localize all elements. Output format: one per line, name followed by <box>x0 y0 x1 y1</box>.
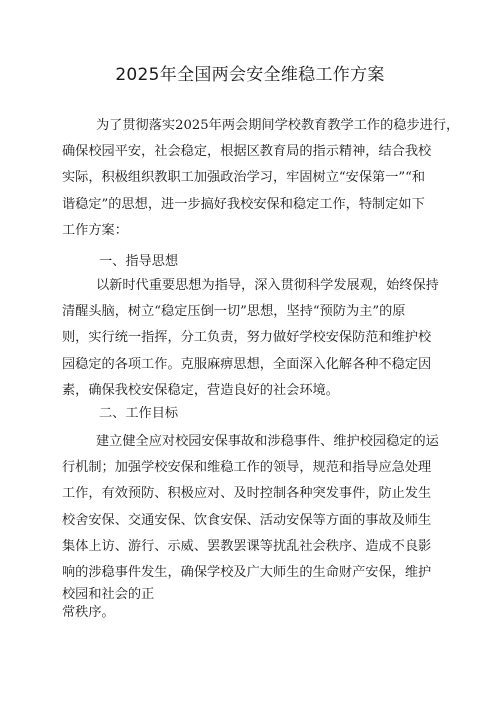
paragraph-line: 素，确保我校安保稳定，营造良好的社会环境。 <box>62 382 339 398</box>
paragraph-line: 建立健全应对校园安保事故和涉稳事件、维护校园稳定的运 <box>96 434 439 449</box>
section-heading-guiding-ideology: 一、指导思想 <box>99 254 179 269</box>
paragraph-line: 为了贯彻落实2025年两会期间学校教育教学工作的稳步进行， <box>96 118 460 133</box>
paragraph-line: 园稳定的各项工作。克服麻痹思想，全面深入化解各种不稳定因 <box>62 356 432 372</box>
intro-paragraph <box>62 113 460 244</box>
section2-paragraph <box>62 429 442 622</box>
paragraph-line: 工作方案： <box>62 222 128 238</box>
paragraph-line: 集体上访、游行、示威、罢教罢课等扰乱社会秩序、造成不良影 <box>62 538 432 554</box>
paragraph-line: 确保校园平安，社会稳定，根据区教育局的指示精神，结合我校 <box>62 144 432 160</box>
section-heading-work-goals: 二、工作目标 <box>99 406 179 421</box>
paragraph-line: 谐稳定”的思想，进一步搞好我校安保和稳定工作，特制定如下 <box>62 196 425 212</box>
paragraph-line: 工作，有效预防、积极应对、及时控制各种突发事件，防止发生 <box>62 486 432 502</box>
paragraph-line: 常秩序。 <box>62 605 115 621</box>
paragraph-line: 行机制；加强学校安保和维稳工作的领导，规范和指导应急处理 <box>62 460 432 476</box>
paragraph-line: 清醒头脑，树立“稳定压倒一切”思想，坚持“预防为主”的原 <box>62 304 406 320</box>
paragraph-line: 则，实行统一指挥，分工负责，努力做好学校安保防范和维护校 <box>62 330 432 346</box>
paragraph-line: 以新时代重要思想为指导，深入贯彻科学发展观，始终保持 <box>96 278 439 293</box>
document-title: 2025年全国两会安全维稳工作方案 <box>115 65 385 85</box>
paragraph-line: 校园和社会的正 <box>62 587 155 603</box>
section1-paragraph <box>62 273 442 404</box>
paragraph-line: 校舍安保、交通安保、饮食安保、活动安保等方面的事故及师生 <box>62 512 432 528</box>
paragraph-line: 响的涉稳事件发生，确保学校及广大师生的生命财产安保，维护 <box>62 564 432 580</box>
paragraph-line: 实际，积极组织教职工加强政治学习，牢固树立“安保第一”“和 <box>62 170 426 186</box>
